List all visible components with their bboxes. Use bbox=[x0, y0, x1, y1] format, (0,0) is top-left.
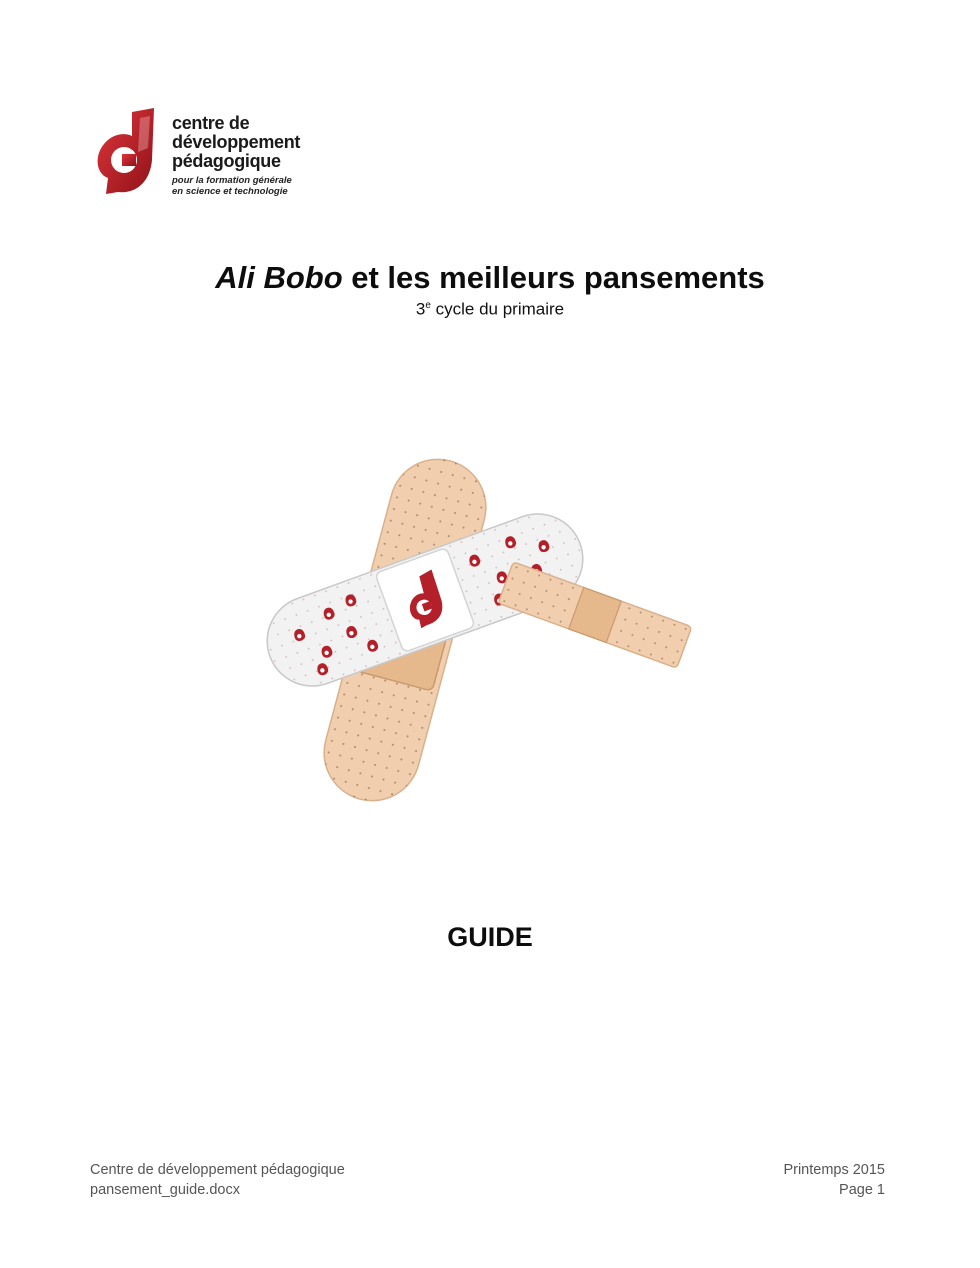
logo-line-1: centre de bbox=[172, 113, 250, 133]
subtitle-number: 3 bbox=[415, 299, 426, 319]
document-subtitle bbox=[0, 296, 980, 320]
logo-line-2: développement bbox=[172, 132, 301, 152]
logo-line-3: pédagogique bbox=[172, 151, 281, 171]
footer-left bbox=[90, 1160, 345, 1200]
logo-tagline-1: pour la formation générale bbox=[172, 175, 292, 186]
subtitle-superscript: e bbox=[425, 300, 431, 311]
logo-tagline-2: en science et technologie bbox=[172, 186, 288, 197]
title-block bbox=[0, 258, 980, 320]
bandages-illustration bbox=[250, 450, 710, 820]
footer-organization: Centre de développement pédagogique bbox=[90, 1162, 345, 1178]
logo-text bbox=[172, 114, 300, 197]
footer-right bbox=[783, 1160, 885, 1200]
footer-filename: pansement_guide.docx bbox=[90, 1182, 240, 1198]
title-rest: et les meilleurs pansements bbox=[342, 260, 765, 295]
cdp-logo bbox=[96, 108, 336, 202]
footer-season: Printemps 2015 bbox=[783, 1162, 885, 1178]
small-bandage-strip bbox=[498, 562, 692, 668]
footer-page-number: Page 1 bbox=[839, 1182, 885, 1198]
cdp-logo-icon bbox=[96, 108, 162, 198]
document-title bbox=[0, 258, 980, 298]
title-italic: Ali Bobo bbox=[215, 260, 343, 295]
guide-label: GUIDE bbox=[447, 922, 533, 952]
subtitle-rest: cycle du primaire bbox=[430, 299, 565, 319]
